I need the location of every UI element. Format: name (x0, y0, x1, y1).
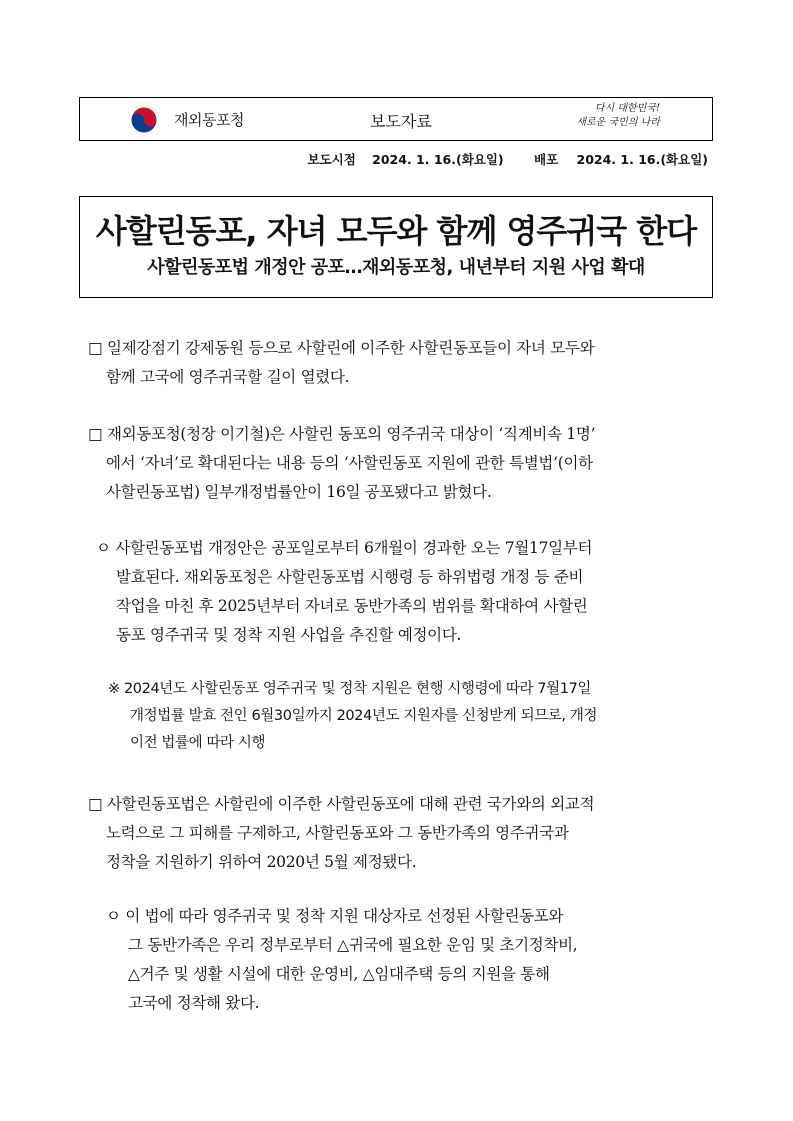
government-taegeuk-logo-icon (130, 106, 158, 134)
square-bullet-icon: □ (88, 339, 103, 357)
org-name: 재외동포청 (174, 111, 244, 129)
press-header (79, 97, 713, 141)
doc-type-label: 보도자료 (370, 112, 432, 131)
embargo-date: 2024. 1. 16.(화요일) (372, 152, 504, 167)
paragraph-2-line-3: 사할린동포법) 일부개정법률안이 16일 공포됐다고 밝혔다. (106, 483, 492, 501)
distribution-date: 2024. 1. 16.(화요일) (576, 152, 708, 167)
paragraph-3 (88, 790, 728, 877)
distribution-label: 배포 (534, 152, 559, 167)
paragraph-2-line-2: 에서 ‘자녀’로 확대된다는 내용 등의 ‘사할린동포 지원에 관한 특별법’(이하 (106, 454, 593, 472)
circle-bullet-icon: ㅇ (96, 539, 111, 557)
sub-title: 사할린동포법 개정안 공포…재외동포청, 내년부터 지원 사업 확대 (147, 257, 645, 278)
reference-mark-icon: ※ (108, 681, 120, 697)
slogan-line-1: 다시 대한민국! (594, 103, 660, 114)
embargo-label: 보도시점 (307, 152, 356, 167)
paragraph-3-line-3: 정착을 지원하기 위하여 2020년 5월 제정됐다. (106, 853, 417, 871)
paragraph-1-line-2: 함께 고국에 영주귀국할 길이 열렸다. (106, 368, 350, 386)
paragraph-1 (88, 334, 728, 392)
footnote-line-3: 이전 법률에 따라 시행 (130, 735, 266, 751)
paragraph-3-sub-line-3: △거주 및 생활 시설에 대한 운영비, △임대주택 등의 지원을 통해 (128, 965, 550, 983)
paragraph-3-line-2: 노력으로 그 피해를 구제하고, 사할린동포와 그 동반가족의 영주귀국과 (106, 824, 569, 842)
footnote (108, 676, 728, 757)
paragraph-3-sub (106, 902, 728, 1018)
paragraph-3-sub-line-4: 고국에 정착해 왔다. (128, 994, 260, 1012)
footnote-line-1: 2024년도 사할린동포 영주귀국 및 정착 지원은 현행 시행령에 따라 7월17일 (123, 681, 592, 697)
paragraph-3-line-1: 사할린동포법은 사할린에 이주한 사할린동포에 대해 관련 국가와의 외교적 (107, 795, 595, 813)
paragraph-2-sub-line-3: 작업을 마친 후 2025년부터 자녀로 동반가족의 범위를 확대하여 사할린 (116, 597, 588, 615)
paragraph-2-sub-line-2: 발효된다. 재외동포청은 사할린동포법 시행령 등 하위법령 개정 등 준비 (116, 568, 584, 586)
paragraph-1-line-1: 일제강점기 강제동원 등으로 사할린에 이주한 사할린동포들이 자녀 모두와 (107, 339, 595, 357)
paragraph-2-sub (96, 534, 728, 650)
footnote-line-2: 개정법률 발효 전인 6월30일까지 2024년도 지원자를 신청받게 되므로, 개정 (130, 708, 598, 724)
slogan (550, 102, 660, 130)
paragraph-3-sub-line-1: 이 법에 따라 영주귀국 및 정착 지원 대상자로 선정된 사할린동포와 (125, 907, 564, 925)
headline-box (79, 196, 713, 298)
release-info (303, 150, 708, 168)
paragraph-2-sub-line-4: 동포 영주귀국 및 정착 지원 사업을 추진할 예정이다. (116, 626, 462, 644)
paragraph-2 (88, 420, 728, 507)
slogan-line-2: 새로운 국민의 나라 (576, 117, 660, 128)
square-bullet-icon: □ (88, 795, 103, 813)
paragraph-3-sub-line-2: 그 동반가족은 우리 정부로부터 △귀국에 필요한 운임 및 초기정착비, (128, 936, 578, 954)
paragraph-2-sub-line-1: 사할린동포법 개정안은 공포일로부터 6개월이 경과한 오는 7월17일부터 (115, 539, 593, 557)
square-bullet-icon: □ (88, 425, 103, 443)
circle-bullet-icon: ㅇ (106, 907, 121, 925)
main-title: 사할린동포, 자녀 모두와 함께 영주귀국 한다 (95, 212, 697, 250)
paragraph-2-line-1: 재외동포청(청장 이기철)은 사할린 동포의 영주귀국 대상이 ‘직계비속 1명’ (107, 425, 596, 443)
